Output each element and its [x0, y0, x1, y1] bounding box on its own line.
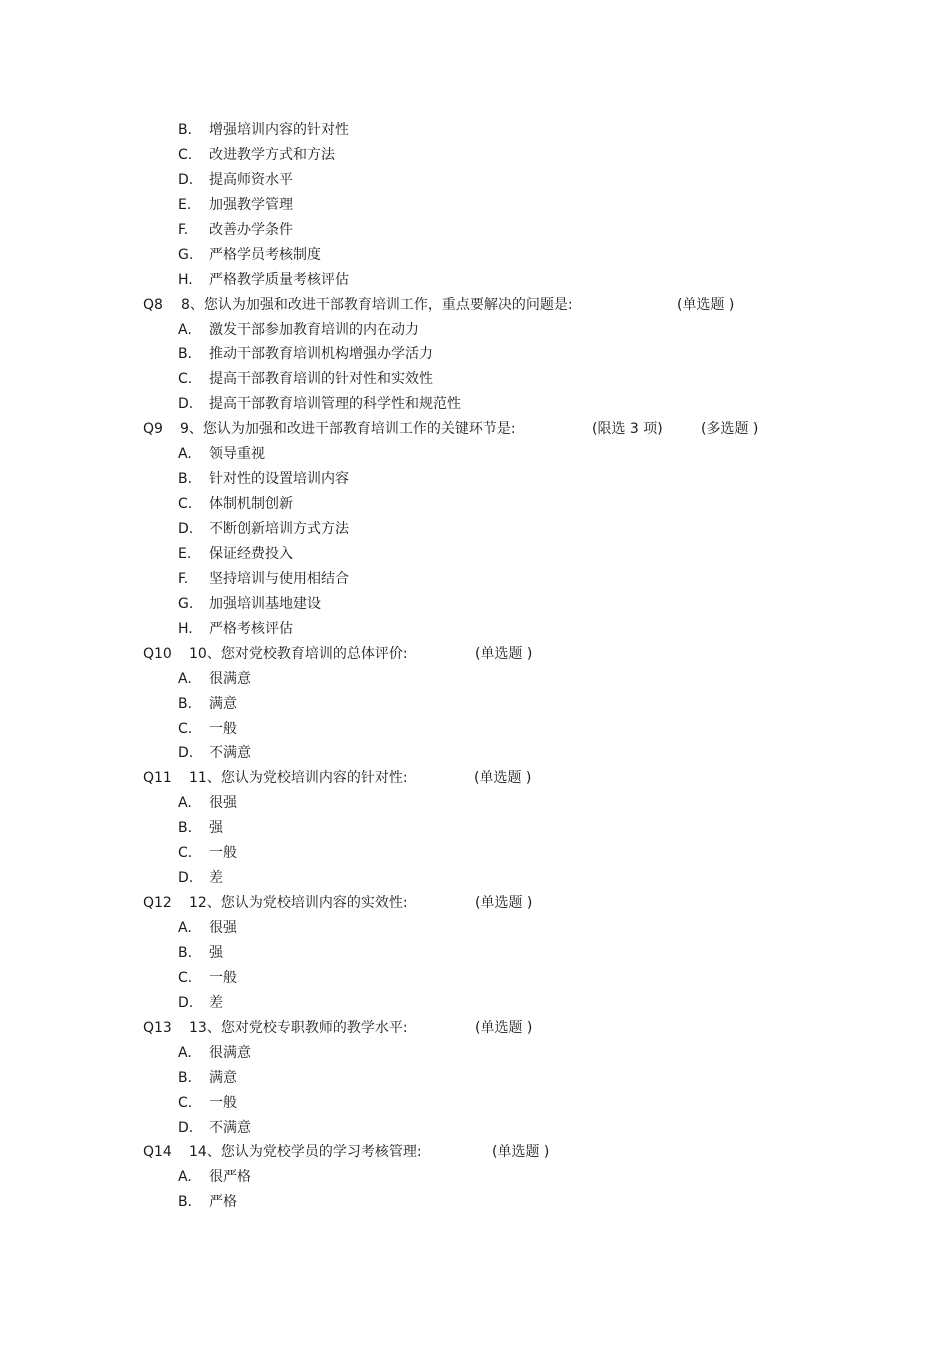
question-text: 10、您对党校教育培训的总体评价:	[189, 645, 408, 662]
question-type-label: (单选题 )	[474, 770, 532, 787]
question-type-label: (单选题 )	[475, 1019, 533, 1036]
option-text: 一般	[209, 969, 237, 986]
option-text: 严格教学质量考核评估	[209, 271, 349, 288]
option-letter: B.	[178, 944, 193, 961]
option-row	[0, 667, 950, 692]
survey-content	[0, 118, 950, 1215]
question-row-q10	[0, 642, 950, 667]
option-letter: H.	[178, 620, 193, 637]
option-text: 严格学员考核制度	[209, 246, 321, 263]
option-row	[0, 318, 950, 343]
option-letter: C.	[178, 720, 193, 737]
option-text: 一般	[209, 845, 237, 862]
question-id: Q12	[143, 895, 172, 912]
question-id: Q11	[143, 770, 172, 787]
option-row	[0, 542, 950, 567]
option-row	[0, 841, 950, 866]
option-letter: E.	[178, 196, 192, 213]
option-text: 一般	[209, 1094, 237, 1111]
option-row	[0, 816, 950, 841]
option-letter: G.	[178, 595, 194, 612]
option-letter: C.	[178, 969, 193, 986]
option-text: 提高师资水平	[209, 171, 293, 188]
question-id: Q10	[143, 645, 172, 662]
option-row	[0, 168, 950, 193]
option-row	[0, 268, 950, 293]
question-limit-note: (限选 3 项)	[592, 421, 663, 438]
option-text: 不断创新培训方式方法	[209, 521, 349, 537]
option-text: 很满意	[209, 1044, 251, 1061]
question-text: 8、您认为加强和改进干部教育培训工作，重点要解决的问题是:	[181, 296, 573, 313]
option-text: 不满意	[209, 745, 251, 762]
option-text: 很强	[209, 920, 237, 936]
option-row	[0, 342, 950, 367]
question-text: 13、您对党校专职教师的教学水平:	[189, 1019, 408, 1036]
option-text: 满意	[209, 1069, 237, 1086]
option-row	[0, 243, 950, 268]
option-row	[0, 1190, 950, 1215]
option-row	[0, 1091, 950, 1116]
option-letter: D.	[178, 171, 194, 188]
question-type-label: (单选题 )	[475, 645, 533, 662]
option-row	[0, 118, 950, 143]
option-text: 领导重视	[209, 446, 265, 463]
question-type-label: (单选题 )	[475, 895, 533, 912]
question-row-q8	[0, 293, 950, 318]
question-type-label: (多选题 )	[701, 421, 759, 438]
option-text: 推动干部教育培训机构增强办学活力	[209, 346, 433, 363]
option-letter: C.	[178, 496, 193, 513]
option-letter: A.	[178, 670, 192, 687]
option-letter: A.	[178, 795, 192, 812]
option-row	[0, 467, 950, 492]
option-letter: D.	[178, 870, 194, 887]
option-text: 提高干部教育培训的针对性和实效性	[209, 371, 433, 388]
option-row	[0, 592, 950, 617]
question-id: Q8	[143, 296, 163, 313]
option-row	[0, 367, 950, 392]
option-row	[0, 392, 950, 417]
option-letter: D.	[178, 396, 194, 413]
question-row-q11	[0, 766, 950, 791]
option-letter: D.	[178, 1119, 194, 1136]
option-letter: A.	[178, 446, 192, 463]
option-letter: B.	[178, 471, 193, 488]
option-letter: A.	[178, 321, 192, 338]
option-row	[0, 1041, 950, 1066]
option-row	[0, 492, 950, 517]
option-text: 提高干部教育培训管理的科学性和规范性	[209, 396, 461, 413]
option-text: 加强教学管理	[209, 196, 293, 213]
question-row-q14	[0, 1140, 950, 1165]
option-letter: D.	[178, 745, 194, 762]
option-row	[0, 717, 950, 742]
option-text: 严格	[209, 1194, 237, 1211]
option-row	[0, 991, 950, 1016]
option-row	[0, 1066, 950, 1091]
option-letter: D.	[178, 521, 194, 537]
option-text: 很严格	[209, 1169, 251, 1186]
option-text: 增强培训内容的针对性	[209, 122, 349, 138]
option-text: 很强	[209, 795, 237, 812]
option-letter: B.	[178, 346, 193, 363]
option-text: 差	[209, 994, 223, 1011]
option-row	[0, 143, 950, 168]
question-type-label: (单选题 )	[492, 1144, 550, 1161]
option-row	[0, 1116, 950, 1141]
option-letter: C.	[178, 146, 193, 163]
question-id: Q14	[143, 1144, 172, 1161]
question-text: 14、您认为党校学员的学习考核管理:	[189, 1144, 422, 1161]
option-text: 差	[209, 870, 223, 887]
question-id: Q13	[143, 1019, 172, 1036]
option-letter: G.	[178, 246, 194, 263]
option-letter: E.	[178, 545, 192, 562]
option-row	[0, 692, 950, 717]
option-text: 加强培训基地建设	[209, 595, 321, 612]
option-row	[0, 966, 950, 991]
option-letter: F.	[178, 570, 189, 587]
option-row	[0, 1165, 950, 1190]
option-text: 坚持培训与使用相结合	[209, 570, 349, 587]
question-type-label: (单选题 )	[677, 296, 735, 313]
option-row	[0, 442, 950, 467]
option-row	[0, 866, 950, 891]
option-letter: B.	[178, 1194, 193, 1211]
option-text: 不满意	[209, 1119, 251, 1136]
option-letter: C.	[178, 1094, 193, 1111]
question-text: 9、您认为加强和改进干部教育培训工作的关键环节是:	[180, 421, 516, 438]
option-letter: B.	[178, 820, 193, 837]
option-row	[0, 617, 950, 642]
question-row-q9	[0, 417, 950, 442]
option-text: 改善办学条件	[209, 221, 293, 238]
option-letter: A.	[178, 1044, 192, 1061]
option-text: 体制机制创新	[209, 496, 293, 513]
option-text: 满意	[209, 695, 237, 712]
option-row	[0, 193, 950, 218]
option-letter: B.	[178, 1069, 193, 1086]
option-row	[0, 218, 950, 243]
option-letter: B.	[178, 695, 193, 712]
question-row-q13	[0, 1016, 950, 1041]
option-row	[0, 567, 950, 592]
option-text: 强	[209, 944, 223, 961]
option-text: 很满意	[209, 670, 251, 687]
option-letter: A.	[178, 1169, 192, 1186]
option-letter: F.	[178, 221, 189, 238]
option-text: 一般	[209, 720, 237, 737]
option-letter: H.	[178, 271, 193, 288]
option-row	[0, 517, 950, 542]
question-id: Q9	[143, 421, 163, 438]
option-letter: A.	[178, 920, 192, 936]
question-text: 11、您认为党校培训内容的针对性:	[189, 770, 408, 787]
option-letter: C.	[178, 845, 193, 862]
option-letter: D.	[178, 994, 194, 1011]
option-text: 保证经费投入	[209, 545, 293, 562]
option-row	[0, 741, 950, 766]
option-row	[0, 791, 950, 816]
option-text: 激发干部参加教育培训的内在动力	[209, 321, 419, 338]
option-letter: C.	[178, 371, 193, 388]
option-text: 针对性的设置培训内容	[209, 471, 349, 488]
option-row	[0, 916, 950, 941]
question-text: 12、您认为党校培训内容的实效性:	[189, 895, 408, 912]
option-text: 严格考核评估	[209, 620, 293, 637]
option-row	[0, 941, 950, 966]
option-text: 改进教学方式和方法	[209, 146, 335, 163]
option-text: 强	[209, 820, 223, 837]
option-letter: B.	[178, 122, 193, 138]
question-row-q12	[0, 891, 950, 916]
